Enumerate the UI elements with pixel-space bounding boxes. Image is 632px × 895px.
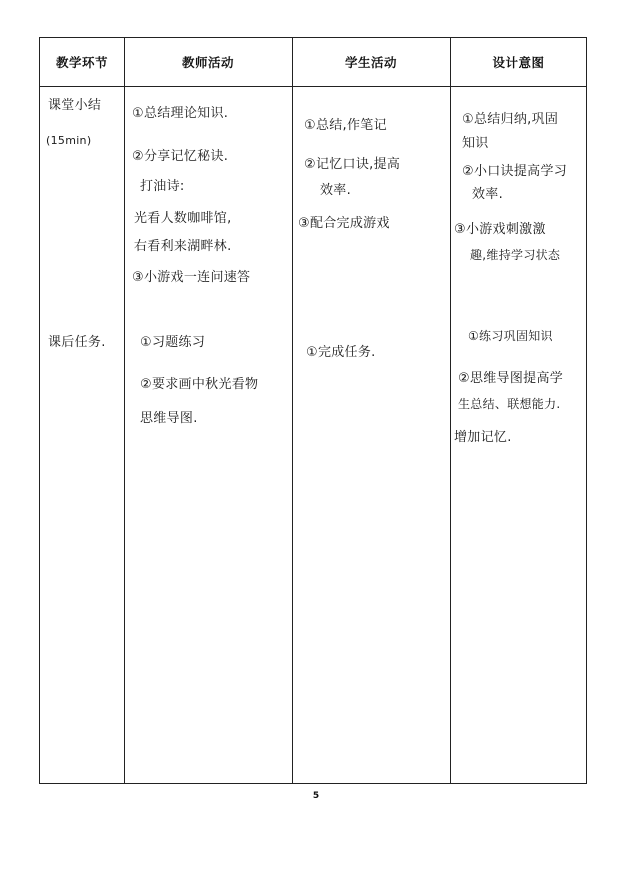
row1-intent-line: ③小游戏刺激激 (454, 222, 546, 237)
row1-teacher-line: ③小游戏一连问速答 (132, 270, 251, 285)
column-divider (292, 38, 293, 783)
header-divider (40, 86, 586, 87)
row1-stage-line: 课堂小结 (48, 98, 102, 113)
row1-teacher-line: 光看人数咖啡馆, (134, 211, 232, 226)
row1-student-line: ③配合完成游戏 (298, 216, 390, 231)
row2-teacher-line: ②要求画中秋光看物 (140, 377, 259, 392)
row2-intent-line: ①练习巩固知识 (468, 329, 553, 343)
header-design-intent: 设计意图 (492, 55, 545, 70)
row1-student-line: 效率. (320, 183, 352, 198)
row1-intent-line: 知识 (462, 136, 489, 151)
row1-intent-line: 效率. (472, 187, 504, 202)
row1-teacher-line: ②分享记忆秘诀. (132, 149, 229, 164)
header-student-activity: 学生活动 (344, 55, 397, 70)
row1-intent-line: ②小口诀提高学习 (462, 164, 568, 179)
row2-intent-line: 增加记忆. (454, 430, 512, 445)
lesson-plan-table (39, 37, 587, 784)
row1-stage-line: (15min) (46, 134, 92, 147)
header-teaching-stage: 教学环节 (55, 55, 108, 70)
row2-intent-line: ②思维导图提高学 (458, 371, 564, 386)
row2-student-line: ①完成任务. (306, 345, 376, 360)
row1-teacher-line: ①总结理论知识. (132, 106, 229, 121)
row1-intent-line: 趣,维持学习状态 (470, 248, 561, 262)
row1-student-line: ①总结,作笔记 (304, 118, 387, 133)
header-teacher-activity: 教师活动 (181, 55, 234, 70)
row1-student-line: ②记忆口诀,提高 (304, 157, 401, 172)
row1-teacher-line: 右看利来湖畔林. (134, 239, 232, 254)
row1-teacher-line: 打油诗: (140, 179, 185, 194)
row1-intent-line: ①总结归纳,巩固 (462, 112, 559, 127)
column-divider (124, 38, 125, 783)
row2-intent-line: 生总结、联想能力. (458, 397, 561, 411)
column-divider (450, 38, 451, 783)
page-number: 5 (312, 791, 320, 801)
row2-stage-line: 课后任务. (48, 335, 106, 350)
row2-teacher-line: ①习题练习 (140, 335, 206, 350)
row2-teacher-line: 思维导图. (140, 411, 198, 426)
